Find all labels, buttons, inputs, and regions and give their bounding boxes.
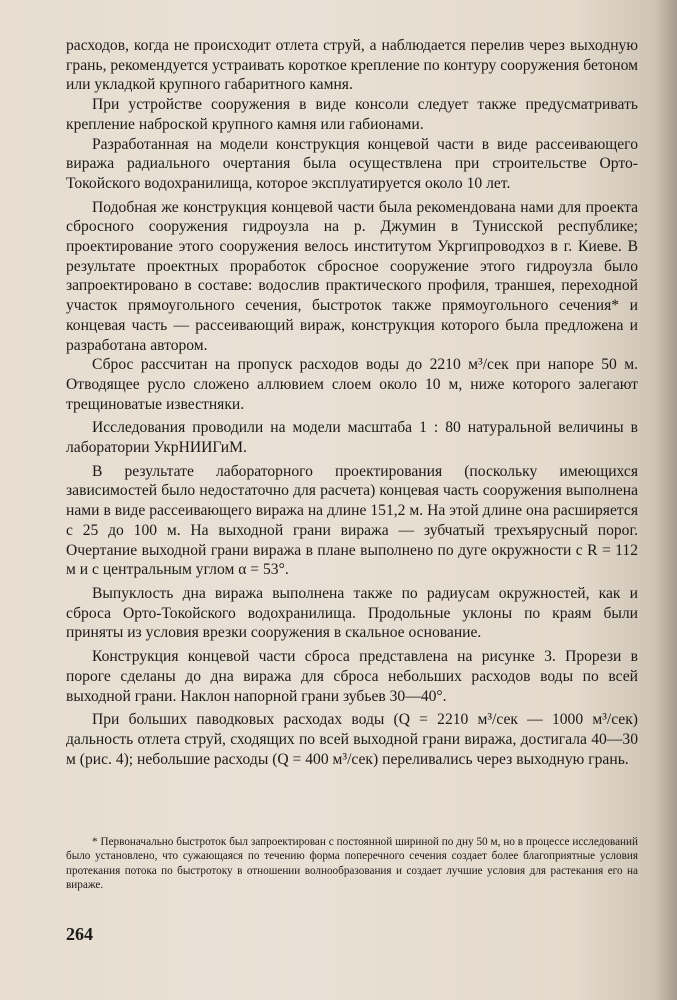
main-text	[66, 36, 638, 769]
paragraph-2: При устройстве сооружения в виде консоли следует также предусматривать крепление наброской крупного камня или габионами.	[66, 96, 638, 133]
page-edge-shadow	[655, 0, 677, 1000]
page-number: 264	[66, 924, 93, 944]
paragraph-8: Выпуклость дна виража выполнена также по радиусам окружностей, как и сброса Орто-Токойского водохранилища. Продольные уклоны по краям были приняты из условия врезки сооружения в скальное основание.	[66, 584, 638, 642]
paragraph-1: расходов, когда не происходит отлета струй, а наблюдается перелив через выходную грань, рекомендуется устраивать короткое крепление по контуру сооружения бетоном или укладкой крупного габаритного камня.	[66, 37, 638, 94]
paragraph-4: Подобная же конструкция концевой части была рекомендована нами для проекта сбросного сооружения гидроузла на р. Джумин в Тунисской республике; проектирование этого сооружения велось институтом Укргипроводхоз в г. Киеве. В результате проектных проработок сбросное сооружение этого гидроузла было запроектировано в составе: водослив практического профиля, траншея, переходной участок прямоугольного сечения, быстроток также прямоугольного сечения* и концевая часть — рассеивающий вираж, конструкция которого была предложена и разработана автором.	[66, 198, 638, 354]
footnote	[66, 835, 638, 893]
paragraph-3: Разработанная на модели конструкция концевой части в виде рассеивающего виража радиального очертания была осуществлена при строительстве Орто-Токойского водохранилища, которое эксплуатируется около 10 лет.	[66, 135, 638, 192]
paragraph-6: Исследования проводили на модели масштаба 1 : 80 натуральной величины в лаборатории УкрНИИГиМ.	[66, 419, 638, 457]
paragraph-7: В результате лабораторного проектирования (поскольку имеющихся зависимостей было недостаточно для расчета) концевая часть сооружения выполнена нами в виде рассеивающего виража на длине 151,2 м. На этой длине она расширяется с 25 до 100 м. На выходной грани виража — зубчатый трехъярусный порог. Очертание выходной грани виража в плане выполнено по дуге окружности с R = 112 м и с центральным углом α = 53°.	[66, 462, 638, 579]
paragraph-10: При больших паводковых расходах воды (Q = 2210 м³/сек — 1000 м³/сек) дальность отлета струй, сходящих по всей выходной грани виража, достигала 40—30 м (рис. 4); небольшие расходы (Q = 400 м³/сек) переливались через выходную грань.	[66, 711, 638, 768]
paragraph-9: Конструкция концевой части сброса представлена на рисунке 3. Прорези в пороге сделаны до дна виража для сброса небольших расходов воды по всей выходной грани. Наклон напорной грани зубьев 30—40°.	[66, 648, 638, 705]
paragraph-5: Сброс рассчитан на пропуск расходов воды до 2210 м³/сек при напоре 50 м. Отводящее русло сложено аллювием слоем около 10 м, ниже которого залегают трещиноватые известняки.	[66, 356, 638, 413]
footnote-text: * Первоначально быстроток был запроектирован с постоянной шириной по дну 50 м, но в процессе исследований было установлено, что сужающаяся по течению форма поперечного сечения создает более благоприятные условия протекания потока по быстротоку в отношении волнообразования и создает лучшие условия для растекания его на вираже.	[66, 836, 638, 892]
